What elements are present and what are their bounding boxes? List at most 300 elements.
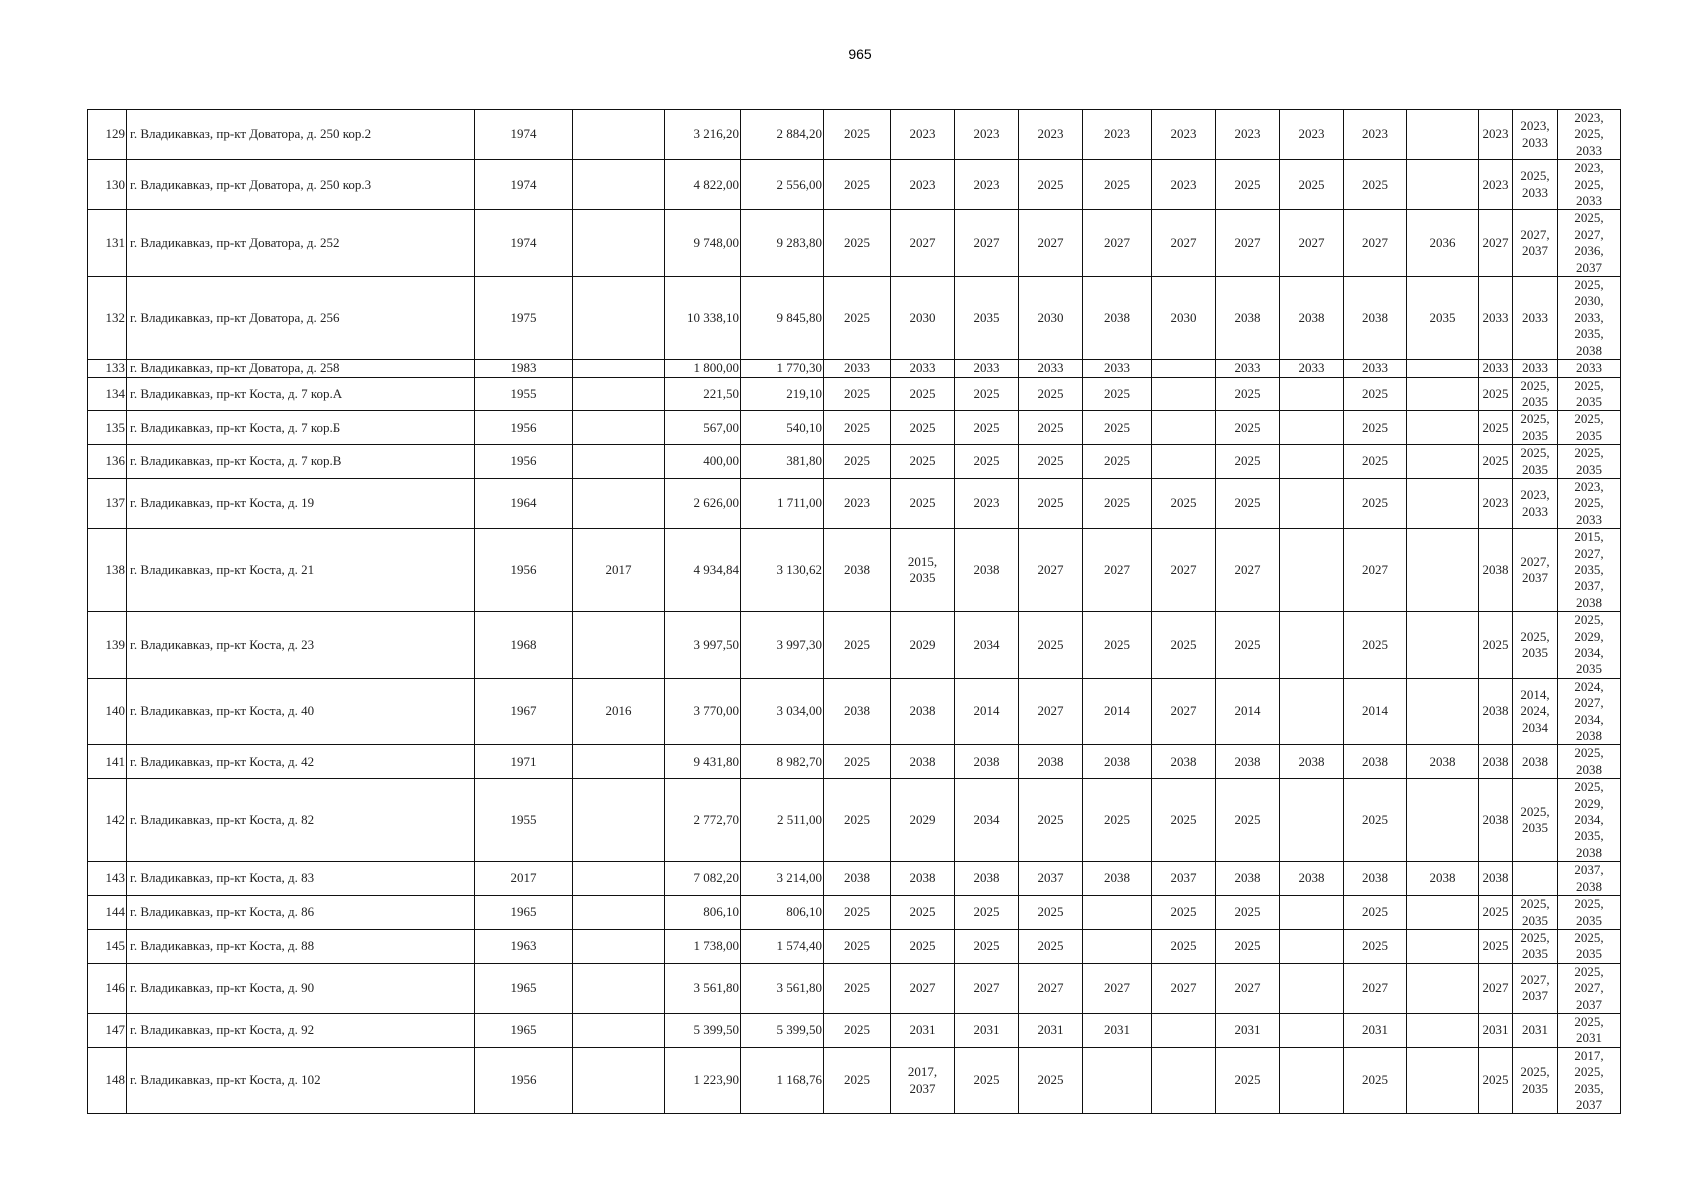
address-cell: г. Владикавказ, пр-кт Коста, д. 21 (127, 529, 475, 612)
work-year-cell: 2033 (1083, 360, 1152, 377)
work-year-cell: 2023 (824, 478, 891, 528)
total-area-cell: 4 822,00 (665, 160, 741, 210)
work-year-cell (1280, 411, 1344, 445)
living-area-cell: 3 130,62 (741, 529, 824, 612)
work-year-cell: 2025, 2035 (1513, 612, 1558, 679)
work-year-cell (1083, 929, 1152, 963)
living-area-cell: 8 982,70 (741, 745, 824, 779)
row-number: 142 (88, 779, 127, 862)
work-year-cell: 2025 (824, 210, 891, 277)
work-year-cell: 2023 (1152, 110, 1216, 160)
living-area-cell: 806,10 (741, 896, 824, 930)
work-year-cell: 2033 (891, 360, 955, 377)
work-year-cell: 2038 (955, 529, 1019, 612)
work-year-cell: 2027 (1479, 963, 1513, 1013)
year-built-cell: 1974 (475, 210, 573, 277)
housing-register-table (87, 109, 1621, 1114)
row-number: 144 (88, 896, 127, 930)
reconstruction-year-cell (573, 862, 665, 896)
year-built-cell: 1965 (475, 963, 573, 1013)
work-year-cell: 2025, 2035 (1513, 896, 1558, 930)
work-year-cell: 2038 (891, 862, 955, 896)
work-year-cell: 2025 (1083, 411, 1152, 445)
total-area-cell: 400,00 (665, 445, 741, 479)
summary-years-cell: 2025, 2029, 2034, 2035 (1558, 612, 1621, 679)
reconstruction-year-cell (573, 210, 665, 277)
living-area-cell: 219,10 (741, 377, 824, 411)
work-year-cell: 2038 (1216, 862, 1280, 896)
work-year-cell: 2023 (1479, 160, 1513, 210)
reconstruction-year-cell (573, 1013, 665, 1047)
work-year-cell: 2027 (1019, 529, 1083, 612)
work-year-cell (1152, 445, 1216, 479)
work-year-cell: 2033 (1280, 360, 1344, 377)
work-year-cell: 2025 (1344, 1047, 1407, 1114)
work-year-cell: 2025 (1344, 377, 1407, 411)
living-area-cell: 3 034,00 (741, 678, 824, 745)
work-year-cell: 2038 (1280, 277, 1344, 360)
work-year-cell: 2038 (1479, 529, 1513, 612)
living-area-cell: 3 214,00 (741, 862, 824, 896)
reconstruction-year-cell (573, 963, 665, 1013)
work-year-cell: 2023 (891, 160, 955, 210)
work-year-cell (1407, 377, 1479, 411)
reconstruction-year-cell (573, 277, 665, 360)
work-year-cell (1407, 612, 1479, 679)
row-number: 132 (88, 277, 127, 360)
reconstruction-year-cell (573, 411, 665, 445)
work-year-cell: 2027 (1083, 529, 1152, 612)
work-year-cell: 2030 (891, 277, 955, 360)
work-year-cell: 2031 (1083, 1013, 1152, 1047)
work-year-cell: 2025 (1216, 445, 1280, 479)
work-year-cell: 2014 (955, 678, 1019, 745)
address-cell: г. Владикавказ, пр-кт Доватора, д. 252 (127, 210, 475, 277)
total-area-cell: 9 748,00 (665, 210, 741, 277)
work-year-cell: 2027 (1019, 963, 1083, 1013)
table-row (88, 1047, 1621, 1114)
reconstruction-year-cell: 2016 (573, 678, 665, 745)
reconstruction-year-cell (573, 1047, 665, 1114)
work-year-cell: 2025 (1479, 411, 1513, 445)
work-year-cell (1407, 445, 1479, 479)
work-year-cell (1407, 1047, 1479, 1114)
work-year-cell (1280, 445, 1344, 479)
work-year-cell: 2027 (955, 963, 1019, 1013)
work-year-cell: 2025 (1019, 377, 1083, 411)
work-year-cell: 2038 (1407, 862, 1479, 896)
work-year-cell: 2025 (955, 1047, 1019, 1114)
address-cell: г. Владикавказ, пр-кт Коста, д. 86 (127, 896, 475, 930)
reconstruction-year-cell (573, 160, 665, 210)
total-area-cell: 3 216,20 (665, 110, 741, 160)
living-area-cell: 5 399,50 (741, 1013, 824, 1047)
work-year-cell: 2025 (824, 277, 891, 360)
reconstruction-year-cell (573, 110, 665, 160)
summary-years-cell: 2024, 2027, 2034, 2038 (1558, 678, 1621, 745)
living-area-cell: 2 884,20 (741, 110, 824, 160)
work-year-cell: 2025 (824, 779, 891, 862)
summary-years-cell: 2023, 2025, 2033 (1558, 110, 1621, 160)
total-area-cell: 2 626,00 (665, 478, 741, 528)
work-year-cell: 2025 (1019, 779, 1083, 862)
living-area-cell: 9 283,80 (741, 210, 824, 277)
work-year-cell: 2038 (1344, 277, 1407, 360)
living-area-cell: 1 168,76 (741, 1047, 824, 1114)
reconstruction-year-cell (573, 896, 665, 930)
living-area-cell: 540,10 (741, 411, 824, 445)
year-built-cell: 1965 (475, 1013, 573, 1047)
work-year-cell: 2027 (1344, 529, 1407, 612)
year-built-cell: 1965 (475, 896, 573, 930)
work-year-cell: 2025 (1479, 1047, 1513, 1114)
address-cell: г. Владикавказ, пр-кт Коста, д. 102 (127, 1047, 475, 1114)
table-row (88, 360, 1621, 377)
total-area-cell: 806,10 (665, 896, 741, 930)
work-year-cell: 2025 (1152, 896, 1216, 930)
work-year-cell: 2025, 2035 (1513, 929, 1558, 963)
work-year-cell: 2025 (1479, 896, 1513, 930)
work-year-cell: 2027 (1344, 963, 1407, 1013)
work-year-cell (1407, 360, 1479, 377)
work-year-cell: 2031 (1479, 1013, 1513, 1047)
work-year-cell: 2025 (1344, 160, 1407, 210)
work-year-cell: 2025 (1019, 160, 1083, 210)
work-year-cell: 2025 (1344, 929, 1407, 963)
work-year-cell: 2025 (955, 445, 1019, 479)
work-year-cell: 2038 (1479, 678, 1513, 745)
address-cell: г. Владикавказ, пр-кт Коста, д. 23 (127, 612, 475, 679)
work-year-cell: 2025 (1019, 896, 1083, 930)
row-number: 136 (88, 445, 127, 479)
work-year-cell: 2025 (824, 612, 891, 679)
work-year-cell: 2038 (955, 745, 1019, 779)
work-year-cell: 2025 (824, 445, 891, 479)
work-year-cell: 2027 (891, 963, 955, 1013)
living-area-cell: 3 561,80 (741, 963, 824, 1013)
work-year-cell: 2025 (1019, 929, 1083, 963)
work-year-cell (1407, 529, 1479, 612)
work-year-cell: 2025 (824, 1047, 891, 1114)
table-row (88, 612, 1621, 679)
work-year-cell: 2033 (824, 360, 891, 377)
work-year-cell: 2025 (1344, 612, 1407, 679)
reconstruction-year-cell (573, 360, 665, 377)
row-number: 130 (88, 160, 127, 210)
living-area-cell: 381,80 (741, 445, 824, 479)
row-number: 129 (88, 110, 127, 160)
work-year-cell: 2027 (1019, 210, 1083, 277)
work-year-cell: 2027, 2037 (1513, 529, 1558, 612)
row-number: 145 (88, 929, 127, 963)
work-year-cell: 2025, 2033 (1513, 160, 1558, 210)
work-year-cell: 2034 (955, 612, 1019, 679)
work-year-cell (1407, 160, 1479, 210)
work-year-cell: 2025 (891, 478, 955, 528)
work-year-cell: 2031 (891, 1013, 955, 1047)
work-year-cell: 2025 (824, 411, 891, 445)
work-year-cell: 2033 (1513, 360, 1558, 377)
address-cell: г. Владикавказ, пр-кт Коста, д. 90 (127, 963, 475, 1013)
work-year-cell: 2038 (1280, 862, 1344, 896)
row-number: 143 (88, 862, 127, 896)
year-built-cell: 1975 (475, 277, 573, 360)
reconstruction-year-cell (573, 377, 665, 411)
work-year-cell (1407, 411, 1479, 445)
year-built-cell: 1968 (475, 612, 573, 679)
year-built-cell: 1955 (475, 377, 573, 411)
work-year-cell (1513, 862, 1558, 896)
summary-years-cell: 2023, 2025, 2033 (1558, 160, 1621, 210)
work-year-cell: 2027 (955, 210, 1019, 277)
living-area-cell: 2 511,00 (741, 779, 824, 862)
work-year-cell: 2033 (1019, 360, 1083, 377)
work-year-cell: 2023, 2033 (1513, 110, 1558, 160)
work-year-cell (1407, 929, 1479, 963)
total-area-cell: 3 997,50 (665, 612, 741, 679)
work-year-cell: 2023 (1019, 110, 1083, 160)
work-year-cell: 2025 (1344, 779, 1407, 862)
living-area-cell: 1 770,30 (741, 360, 824, 377)
work-year-cell: 2025 (1216, 612, 1280, 679)
total-area-cell: 3 561,80 (665, 963, 741, 1013)
work-year-cell: 2025 (1479, 377, 1513, 411)
work-year-cell: 2025 (955, 411, 1019, 445)
work-year-cell: 2023 (1479, 110, 1513, 160)
work-year-cell (1407, 1013, 1479, 1047)
work-year-cell: 2038 (1083, 745, 1152, 779)
table-row (88, 529, 1621, 612)
work-year-cell: 2031 (1019, 1013, 1083, 1047)
page-number: 965 (848, 46, 872, 62)
work-year-cell: 2037 (1152, 862, 1216, 896)
row-number: 137 (88, 478, 127, 528)
work-year-cell: 2025 (1344, 411, 1407, 445)
table-row (88, 745, 1621, 779)
work-year-cell: 2025 (824, 160, 891, 210)
work-year-cell: 2025 (1152, 478, 1216, 528)
work-year-cell (1407, 779, 1479, 862)
total-area-cell: 1 738,00 (665, 929, 741, 963)
work-year-cell: 2025 (1344, 896, 1407, 930)
row-number: 135 (88, 411, 127, 445)
work-year-cell: 2025 (1479, 445, 1513, 479)
work-year-cell (1152, 377, 1216, 411)
work-year-cell (1280, 612, 1344, 679)
work-year-cell: 2034 (955, 779, 1019, 862)
work-year-cell (1280, 929, 1344, 963)
work-year-cell: 2025 (1216, 160, 1280, 210)
living-area-cell: 1 574,40 (741, 929, 824, 963)
work-year-cell: 2014 (1083, 678, 1152, 745)
work-year-cell: 2025 (1479, 929, 1513, 963)
year-built-cell: 1974 (475, 160, 573, 210)
work-year-cell: 2038 (1479, 745, 1513, 779)
total-area-cell: 9 431,80 (665, 745, 741, 779)
work-year-cell: 2025 (891, 377, 955, 411)
work-year-cell: 2023 (891, 110, 955, 160)
work-year-cell: 2035 (1407, 277, 1479, 360)
total-area-cell: 7 082,20 (665, 862, 741, 896)
work-year-cell: 2033 (1216, 360, 1280, 377)
work-year-cell (1407, 678, 1479, 745)
summary-years-cell: 2025, 2031 (1558, 1013, 1621, 1047)
work-year-cell: 2025, 2035 (1513, 1047, 1558, 1114)
work-year-cell (1280, 377, 1344, 411)
table-row (88, 110, 1621, 160)
summary-years-cell: 2033 (1558, 360, 1621, 377)
table-row (88, 678, 1621, 745)
address-cell: г. Владикавказ, пр-кт Коста, д. 40 (127, 678, 475, 745)
year-built-cell: 1971 (475, 745, 573, 779)
work-year-cell: 2025 (1083, 160, 1152, 210)
work-year-cell: 2038 (1344, 862, 1407, 896)
total-area-cell: 5 399,50 (665, 1013, 741, 1047)
year-built-cell: 1974 (475, 110, 573, 160)
work-year-cell: 2023, 2033 (1513, 478, 1558, 528)
living-area-cell: 9 845,80 (741, 277, 824, 360)
work-year-cell (1083, 896, 1152, 930)
work-year-cell: 2015, 2035 (891, 529, 955, 612)
work-year-cell: 2027 (891, 210, 955, 277)
work-year-cell: 2023 (1280, 110, 1344, 160)
living-area-cell: 3 997,30 (741, 612, 824, 679)
work-year-cell: 2025 (824, 963, 891, 1013)
work-year-cell (1280, 963, 1344, 1013)
work-year-cell: 2023 (955, 160, 1019, 210)
reconstruction-year-cell (573, 445, 665, 479)
summary-years-cell: 2025, 2035 (1558, 411, 1621, 445)
work-year-cell: 2025 (1019, 411, 1083, 445)
address-cell: г. Владикавказ, пр-кт Коста, д. 83 (127, 862, 475, 896)
work-year-cell: 2033 (1344, 360, 1407, 377)
table-body (88, 110, 1621, 1114)
work-year-cell (1280, 1047, 1344, 1114)
living-area-cell: 2 556,00 (741, 160, 824, 210)
summary-years-cell: 2025, 2035 (1558, 445, 1621, 479)
total-area-cell: 221,50 (665, 377, 741, 411)
work-year-cell: 2025 (824, 745, 891, 779)
address-cell: г. Владикавказ, пр-кт Доватора, д. 250 кор.2 (127, 110, 475, 160)
work-year-cell: 2014 (1216, 678, 1280, 745)
work-year-cell: 2025 (891, 445, 955, 479)
work-year-cell: 2031 (1344, 1013, 1407, 1047)
work-year-cell (1152, 1013, 1216, 1047)
year-built-cell: 1964 (475, 478, 573, 528)
work-year-cell: 2025 (955, 377, 1019, 411)
address-cell: г. Владикавказ, пр-кт Коста, д. 42 (127, 745, 475, 779)
address-cell: г. Владикавказ, пр-кт Коста, д. 7 кор.В (127, 445, 475, 479)
work-year-cell: 2025 (1280, 160, 1344, 210)
work-year-cell: 2038 (1513, 745, 1558, 779)
reconstruction-year-cell (573, 745, 665, 779)
work-year-cell: 2025 (1152, 929, 1216, 963)
work-year-cell: 2023 (955, 110, 1019, 160)
work-year-cell: 2027 (1280, 210, 1344, 277)
year-built-cell: 1963 (475, 929, 573, 963)
work-year-cell: 2025 (824, 377, 891, 411)
row-number: 139 (88, 612, 127, 679)
work-year-cell: 2025, 2035 (1513, 445, 1558, 479)
work-year-cell: 2025 (824, 110, 891, 160)
total-area-cell: 1 800,00 (665, 360, 741, 377)
work-year-cell: 2038 (1407, 745, 1479, 779)
row-number: 133 (88, 360, 127, 377)
address-cell: г. Владикавказ, пр-кт Доватора, д. 256 (127, 277, 475, 360)
row-number: 131 (88, 210, 127, 277)
work-year-cell: 2030 (1019, 277, 1083, 360)
table-row (88, 896, 1621, 930)
work-year-cell: 2038 (1344, 745, 1407, 779)
year-built-cell: 1956 (475, 1047, 573, 1114)
work-year-cell: 2037 (1019, 862, 1083, 896)
work-year-cell: 2017, 2037 (891, 1047, 955, 1114)
work-year-cell: 2027 (1152, 963, 1216, 1013)
work-year-cell (1083, 1047, 1152, 1114)
summary-years-cell: 2025, 2027, 2036, 2037 (1558, 210, 1621, 277)
total-area-cell: 4 934,84 (665, 529, 741, 612)
work-year-cell: 2025 (1019, 612, 1083, 679)
table-row (88, 445, 1621, 479)
work-year-cell: 2038 (1152, 745, 1216, 779)
work-year-cell (1407, 110, 1479, 160)
year-built-cell: 1967 (475, 678, 573, 745)
work-year-cell: 2025 (1083, 612, 1152, 679)
work-year-cell: 2033 (1479, 360, 1513, 377)
work-year-cell: 2025 (1216, 478, 1280, 528)
work-year-cell: 2038 (1479, 779, 1513, 862)
work-year-cell: 2038 (824, 529, 891, 612)
work-year-cell: 2033 (1479, 277, 1513, 360)
work-year-cell (1280, 529, 1344, 612)
work-year-cell: 2025 (1083, 445, 1152, 479)
work-year-cell: 2023 (1216, 110, 1280, 160)
work-year-cell: 2014, 2024, 2034 (1513, 678, 1558, 745)
address-cell: г. Владикавказ, пр-кт Коста, д. 19 (127, 478, 475, 528)
table-row (88, 478, 1621, 528)
total-area-cell: 1 223,90 (665, 1047, 741, 1114)
work-year-cell: 2036 (1407, 210, 1479, 277)
work-year-cell: 2023 (1083, 110, 1152, 160)
work-year-cell: 2014 (1344, 678, 1407, 745)
year-built-cell: 1956 (475, 529, 573, 612)
reconstruction-year-cell: 2017 (573, 529, 665, 612)
work-year-cell: 2038 (1083, 277, 1152, 360)
work-year-cell: 2033 (955, 360, 1019, 377)
summary-years-cell: 2015, 2027, 2035, 2037, 2038 (1558, 529, 1621, 612)
work-year-cell: 2025 (1216, 779, 1280, 862)
work-year-cell: 2038 (891, 678, 955, 745)
work-year-cell: 2027 (1019, 678, 1083, 745)
work-year-cell: 2023 (1152, 160, 1216, 210)
work-year-cell: 2023 (1344, 110, 1407, 160)
reconstruction-year-cell (573, 779, 665, 862)
work-year-cell: 2029 (891, 612, 955, 679)
work-year-cell: 2025 (1083, 779, 1152, 862)
reconstruction-year-cell (573, 478, 665, 528)
table-row (88, 210, 1621, 277)
table-row (88, 277, 1621, 360)
work-year-cell: 2025 (891, 896, 955, 930)
work-year-cell (1280, 779, 1344, 862)
address-cell: г. Владикавказ, пр-кт Коста, д. 7 кор.А (127, 377, 475, 411)
address-cell: г. Владикавказ, пр-кт Доватора, д. 258 (127, 360, 475, 377)
work-year-cell: 2038 (1280, 745, 1344, 779)
total-area-cell: 3 770,00 (665, 678, 741, 745)
work-year-cell: 2025 (1344, 478, 1407, 528)
work-year-cell (1407, 963, 1479, 1013)
summary-years-cell: 2025, 2029, 2034, 2035, 2038 (1558, 779, 1621, 862)
